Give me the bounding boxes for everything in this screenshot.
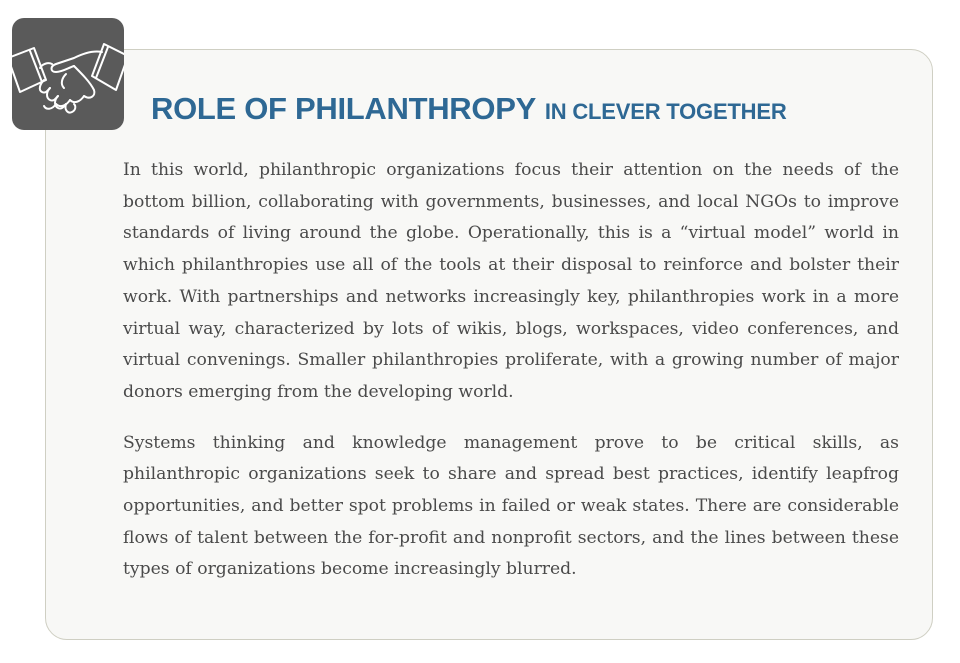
body-text (123, 155, 899, 605)
title-main: ROLE OF PHILANTHROPY (151, 91, 536, 126)
paragraph-1: In this world, philanthropic organizations focus their attention on the needs of the bottom billion, collaborating with governments, businesses, and local NGOs to improve standards of living around the globe. Operationally, this is a “virtual model” world in which philanthropies use all of the tools at their disposal to reinforce and bolster their work. With partnerships and networks increasingly key, philanthropies work in a more virtual way, characterized by lots of wikis, blogs, workspaces, video conferences, and virtual convenings. Smaller philanthropies proliferate, with a growing number of major donors emerging from the developing world. (123, 160, 899, 402)
paragraph-2: Systems thinking and knowledge management prove to be critical skills, as philanthropic organizations seek to share and spread best practices, identify leapfrog opportunities, and better spot problems in failed or weak states. There are considerable flows of talent between the for-profit and nonprofit sectors, and the lines between these types of organizations become increasingly blurred. (123, 432, 899, 580)
title-subtitle: IN CLEVER TOGETHER (544, 99, 787, 124)
handshake-icon (12, 18, 124, 130)
page-title (151, 92, 787, 124)
